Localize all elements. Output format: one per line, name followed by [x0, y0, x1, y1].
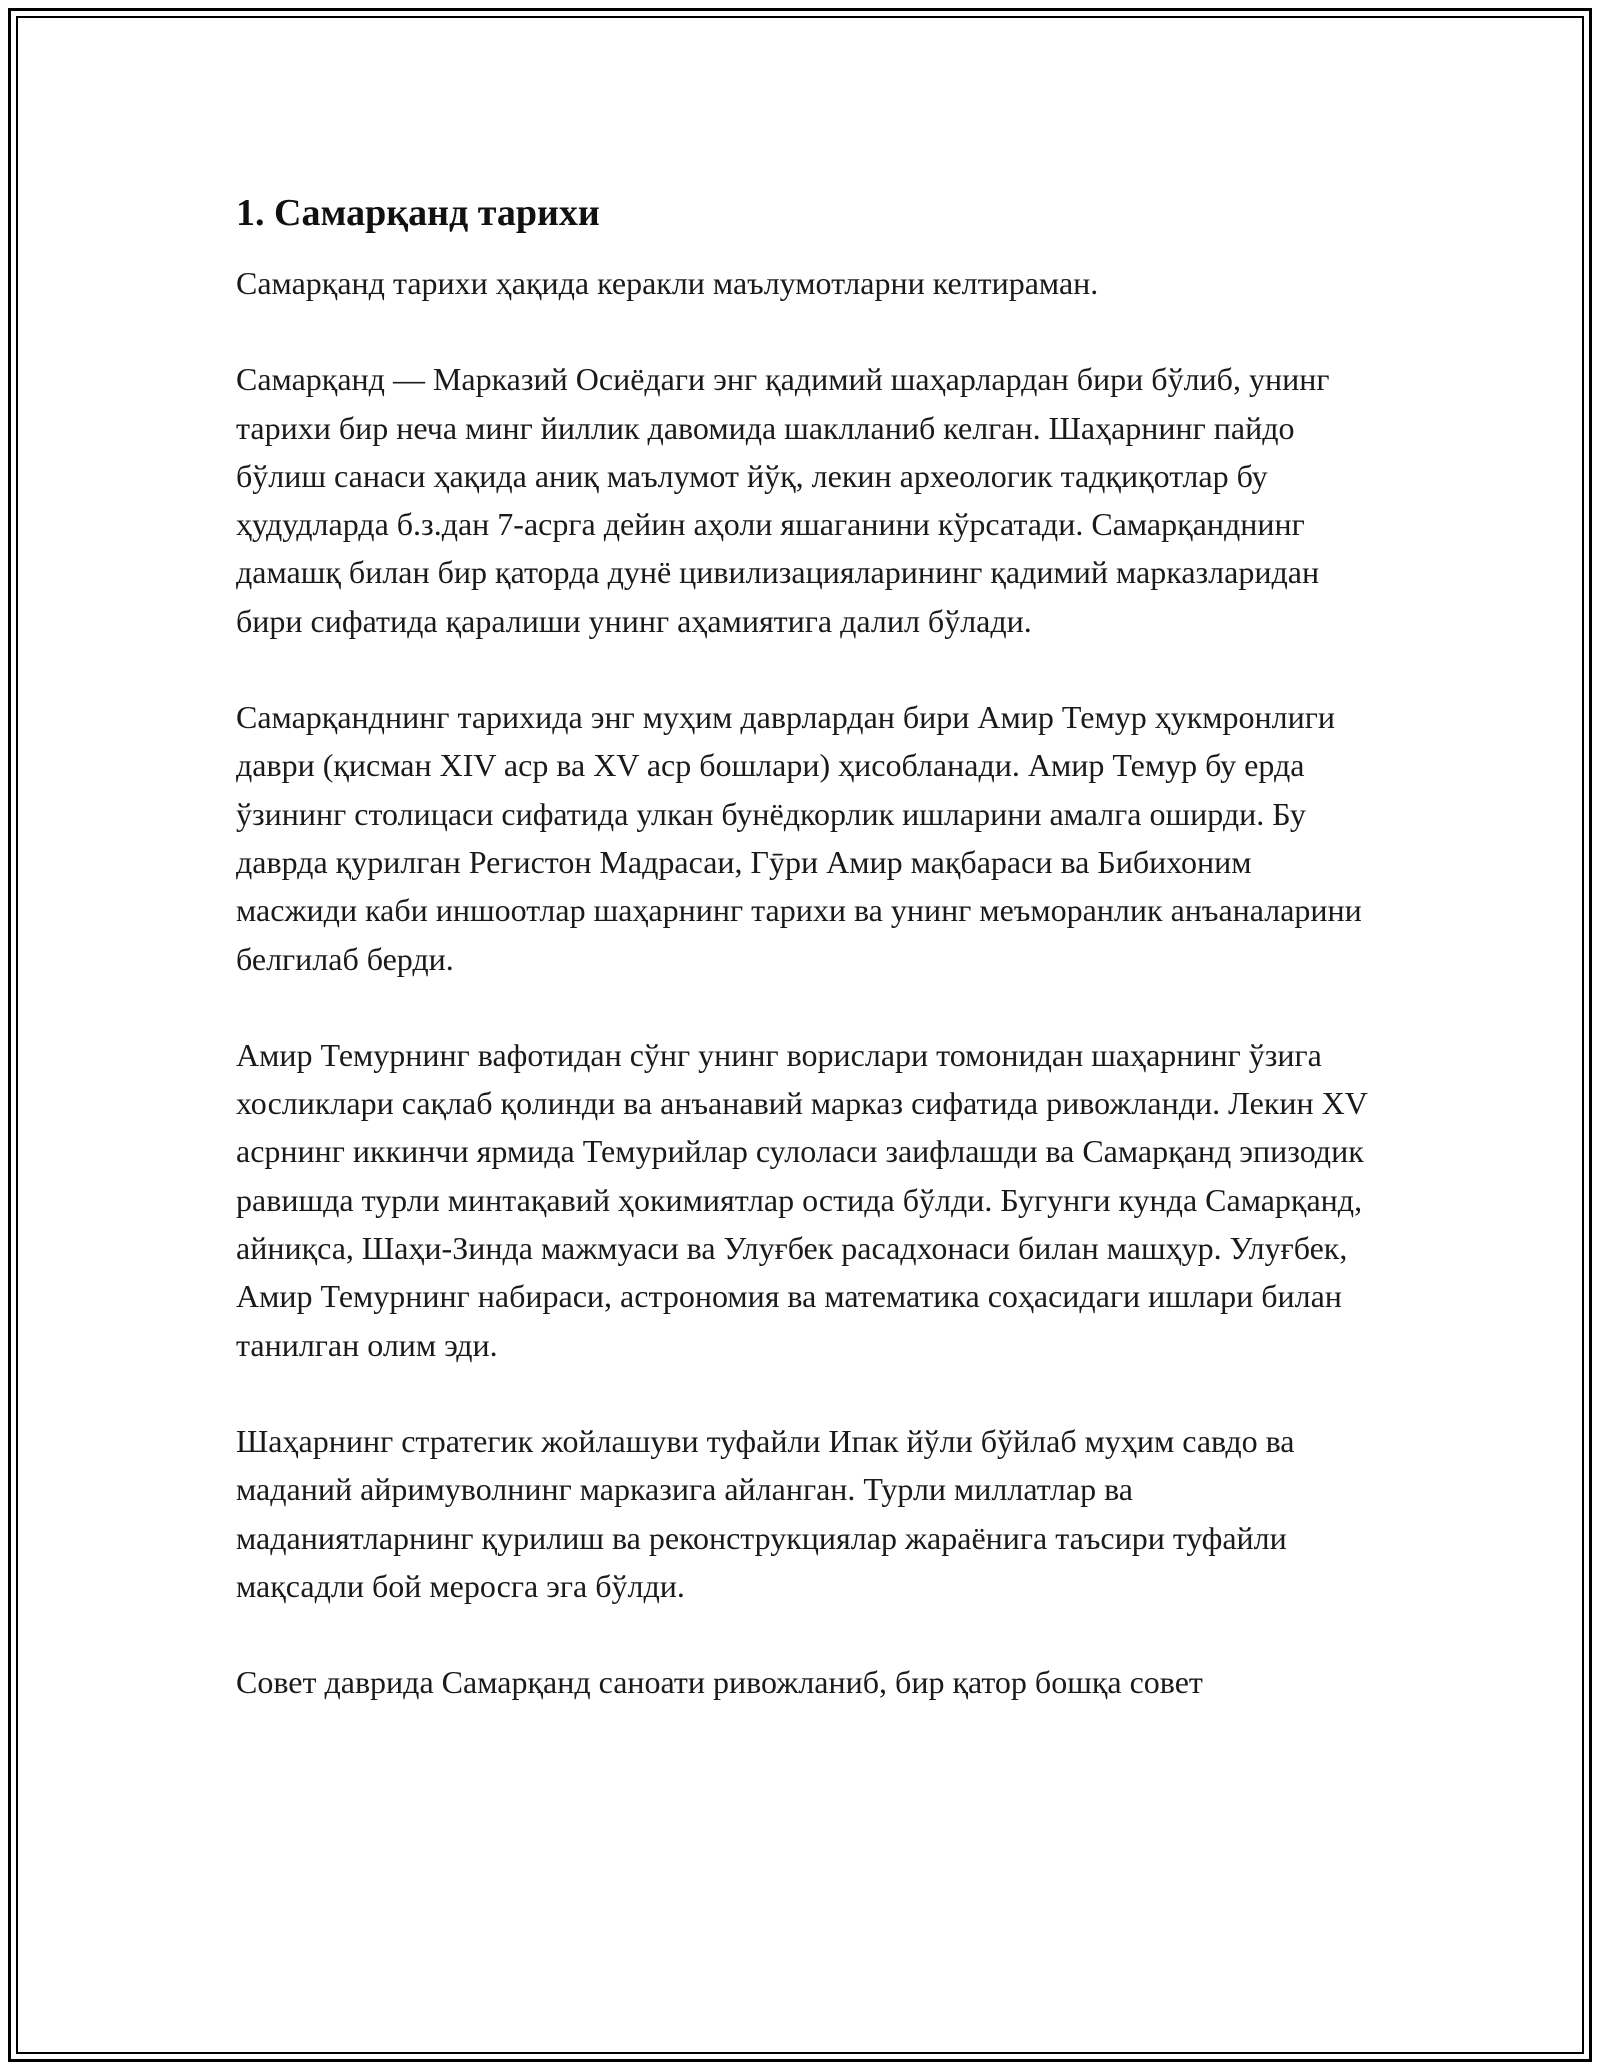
paragraph-soviet-era: Совет даврида Самарқанд саноати ривожланиб, бир қатор бошқа совет — [236, 1664, 1203, 1701]
paragraph-silk-road: Шаҳарнинг стратегик жойлашуви туфайли Ипак йўли бўйлаб муҳим савдо ва маданий айримуволнинг марказига айланган. Турли миллатлар ва маданиятларнинг қурилиш ва реконструкциялар жараёнига таъсири туфайли мақсадли бой меросга эга бўлди. — [236, 1422, 1295, 1604]
paragraph-timurid-successors: Амир Темурнинг вафотидан сўнг унинг ворислари томонидан шаҳарнинг ўзига хосликлари сақлаб қолинди ва анъанавий марказ сифатида ривожланди. Лекин XV асрнинг иккинчи ярмида Темурийлар сулоласи заифлашди ва Самарқанд эпизодик равишда турли минтақавий ҳокимиятлар остида бўлди. Бугунги кунда Самарқанд, айниқса, Шаҳи-Зинда мажмуаси ва Улуғбек расадхонаси билан машҳур. Улуғбек, Амир Темурнинг набираси, астрономия ва математика соҳасидаги ишлари билан танилган олим эди. — [236, 1036, 1368, 1363]
section-heading: 1. Самарқанд тарихи — [236, 192, 600, 234]
paragraph-ancient-history: Самарқанд — Марказий Осиёдаги энг қадимий шаҳарлардан бири бўлиб, унинг тарихи бир неча минг йиллик давомида шаклланиб келган. Шаҳарнинг пайдо бўлиш санаси ҳақида аниқ маълумот йўқ, лекин археологик тадқиқотлар бу ҳудудларда б.з.дан 7-асрга дейин аҳоли яшаганини кўрсатади. Самарқанднинг дамашқ билан бир қаторда дунё цивилизацияларининг қадимий марказларидан бири сифатида қаралиши унинг аҳамиятига далил бўлади. — [236, 361, 1330, 639]
document-page — [236, 185, 1376, 1754]
intro-paragraph: Самарқанд тарихи ҳақида керакли маълумотларни келтираман. — [236, 265, 1099, 301]
paragraph-timur-era: Самарқанднинг тарихида энг муҳим даврлардан бири Амир Темур ҳукмронлиги даври (қисман XIV аср ва XV аср бошлари) ҳисобланади. Амир Темур бу ерда ўзининг столицаси сифатида улкан бунёдкорлик ишларини амалга оширди. Бу даврда қурилган Регистон Мадрасаи, Гӯри Амир мақбараси ва Бибихоним масжиди каби иншоотлар шаҳарнинг тарихи ва унинг меъморанлик анъаналарини белгилаб берди. — [236, 699, 1362, 977]
